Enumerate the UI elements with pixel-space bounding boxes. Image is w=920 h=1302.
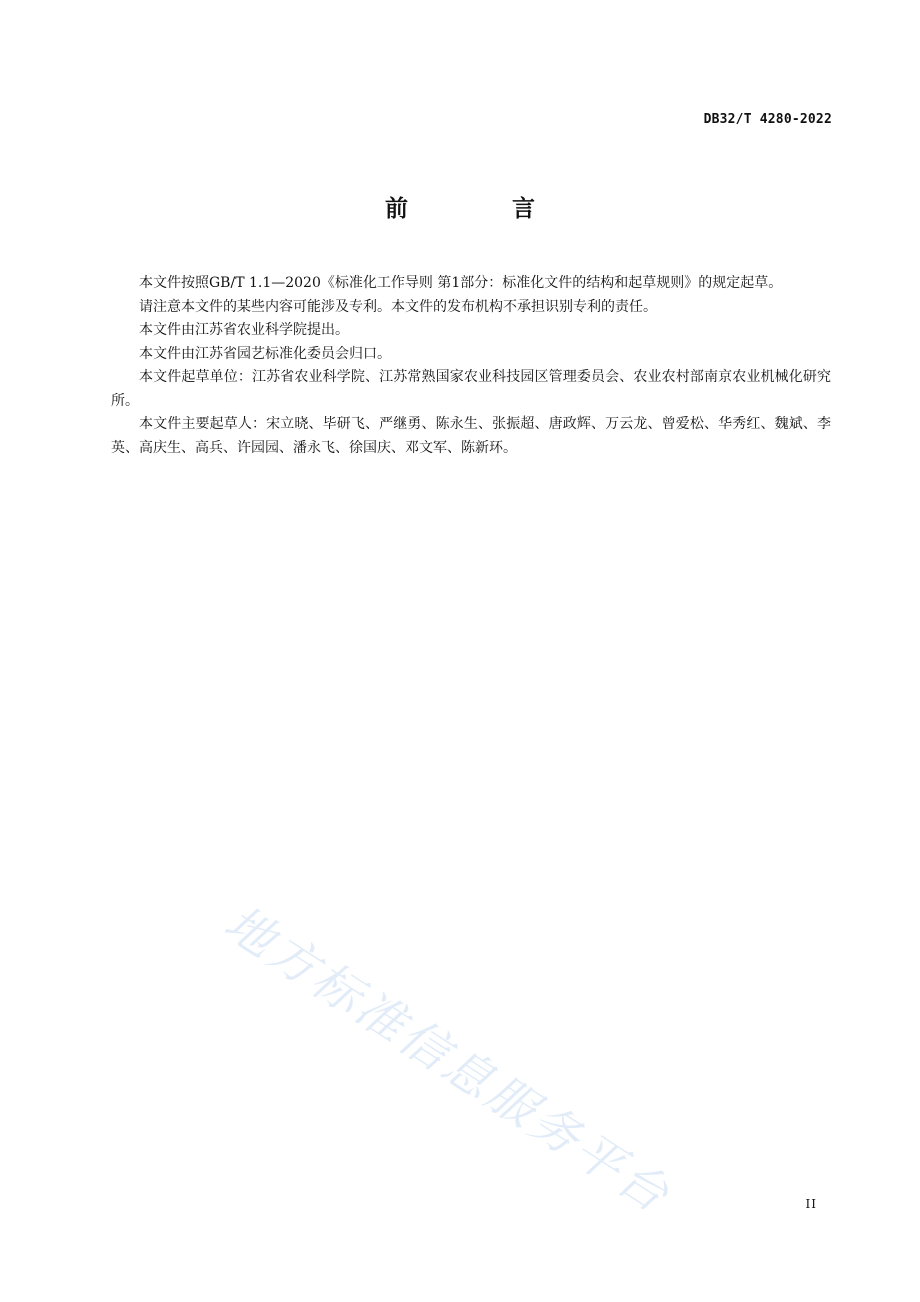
- paragraph-patent-notice: 请注意本文件的某些内容可能涉及专利。本文件的发布机构不承担识别专利的责任。: [139, 298, 657, 315]
- paragraph-drafting-rules: 本文件按照GB/T 1.1—2020《标准化工作导则 第1部分：标准化文件的结构和起草规则》的规定起草。: [139, 275, 783, 291]
- document-code: DB32/T 4280-2022: [703, 112, 832, 127]
- page-number: II: [805, 1197, 817, 1211]
- page-title: 前 言: [384, 196, 583, 222]
- paragraph-proposer: 本文件由江苏省农业科学院提出。: [139, 322, 349, 338]
- paragraph-drafting-organizations: 本文件起草单位：江苏省农业科学院、江苏常熟国家农业科技园区管理委员会、农业农村部南京农业机械化研究所。: [111, 369, 831, 409]
- paragraph-responsible-committee: 本文件由江苏省园艺标准化委员会归口。: [139, 345, 391, 362]
- paragraph-drafters: 本文件主要起草人：宋立晓、毕研飞、严继勇、陈永生、张振超、唐政辉、万云龙、曾爱松、华秀红、魏斌、李英、高庆生、高兵、许园园、潘永飞、徐国庆、邓文军、陈新环。: [111, 416, 831, 456]
- watermark: 地方标准信息服务平台: [214, 894, 681, 1225]
- document-body: [111, 272, 831, 460]
